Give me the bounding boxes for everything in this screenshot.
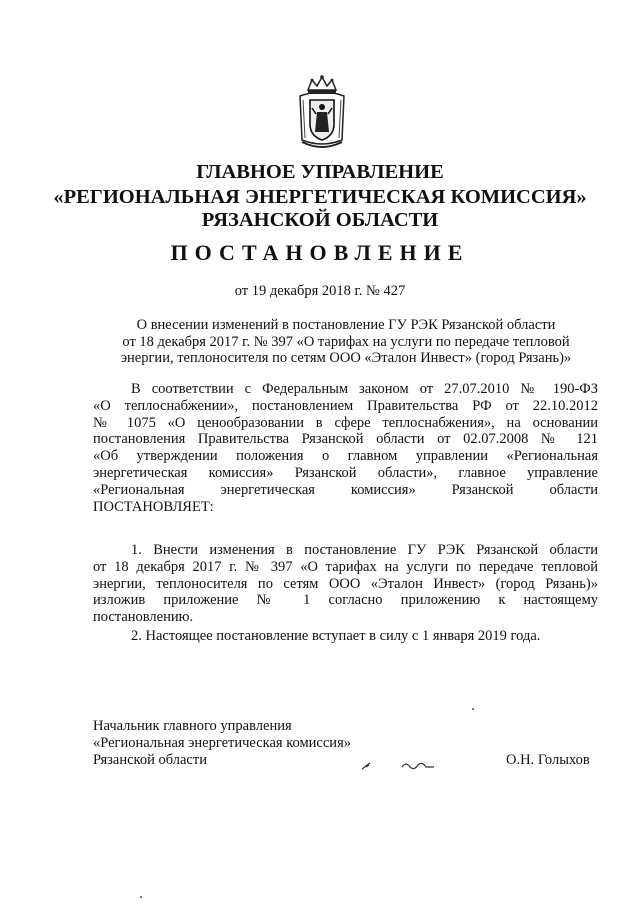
- signatory-title-line: Начальник главного управления: [93, 718, 292, 734]
- preamble-paragraph: [93, 381, 598, 515]
- org-title-line3: РЯЗАНСКОЙ ОБЛАСТИ: [201, 209, 439, 231]
- resolution-item-1: [93, 542, 598, 626]
- preamble-line: постановления Правительства Рязанской области от 02.07.2008 № 121: [93, 431, 598, 448]
- org-title-line1: ГЛАВНОЕ УПРАВЛЕНИЕ: [196, 161, 444, 183]
- org-title-line2: «РЕГИОНАЛЬНАЯ ЭНЕРГЕТИЧЕСКАЯ КОМИССИЯ»: [53, 186, 587, 208]
- preamble-line: № 1075 «О ценообразовании в сфере теплоснабжения», на основании: [93, 414, 598, 431]
- subject-line: от 18 декабря 2017 г. № 397 «О тарифах на услуги по передаче тепловой: [122, 333, 570, 350]
- subject-line: О внесении изменений в постановление ГУ РЭК Рязанской области: [136, 317, 556, 333]
- item-line: 2. Настоящее постановление вступает в силу с 1 января 2019 года.: [131, 628, 541, 644]
- preamble-line: В соответствии с Федеральным законом от 27.07.2010 № 190-ФЗ: [131, 381, 598, 397]
- signatory-title-line: «Региональная энергетическая комиссия»: [93, 735, 351, 751]
- preamble-line: «О теплоснабжении», постановлением Правительства РФ от 22.10.2012: [93, 397, 598, 414]
- item-line: изложив приложение № 1 согласно приложению к настоящему: [93, 592, 598, 609]
- preamble-line: ПОСТАНОВЛЯЕТ:: [93, 498, 214, 515]
- document-type: ПОСТАНОВЛЕНИЕ: [170, 240, 470, 265]
- item-line: энергии, теплоносителя по сетям ООО «Эталон Инвест» (город Рязань)»: [93, 575, 598, 592]
- scan-speck: [472, 708, 474, 710]
- preamble-line: «Региональная энергетическая комиссия» Рязанской области: [93, 481, 598, 498]
- item-line: постановлению.: [93, 609, 194, 626]
- scan-speck: [140, 896, 142, 898]
- document-subject: [96, 317, 596, 367]
- handwritten-signature: [360, 755, 440, 773]
- signatory-title-line: Рязанской области: [93, 752, 207, 768]
- subject-line: энергии, теплоносителя по сетям ООО «Эталон Инвест» (город Рязань)»: [120, 350, 572, 366]
- item-line: 1. Внести изменения в постановление ГУ РЭК Рязанской области: [131, 542, 598, 558]
- coat-of-arms-icon: [296, 74, 348, 152]
- preamble-line: «Об утверждении положения о главном управлении «Региональная: [93, 448, 598, 465]
- resolution-item-2: [93, 628, 598, 645]
- document-date-number: от 19 декабря 2018 г. № 427: [234, 283, 406, 299]
- preamble-line: энергетическая комиссия» Рязанской области», главное управление: [93, 464, 598, 481]
- signatory-name: О.Н. Голыхов: [506, 752, 590, 768]
- item-line: от 18 декабря 2017 г. № 397 «О тарифах на услуги по передаче тепловой: [93, 558, 598, 575]
